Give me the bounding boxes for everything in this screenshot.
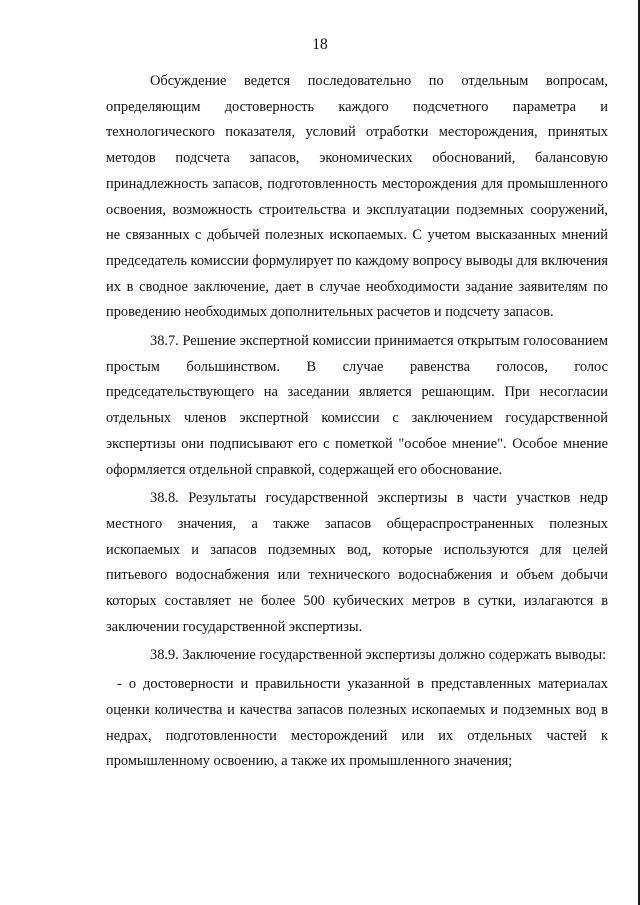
list-item-reliability: - о достоверности и правильности указанной в представленных материалах оценки количества и качества запасов полезных ископаемых и подземных вод в недрах, подготовленности месторождений или их отдельных частей к промышленному освоению, а также их промышленного значения; bbox=[106, 676, 608, 770]
document-body bbox=[106, 69, 608, 775]
page-number: 18 bbox=[312, 36, 328, 53]
paragraph-38-8: 38.8. Результаты государственной экспертизы в части участков недр местного значения, а также запасов общераспространенных полезных ископаемых и запасов подземных вод, которые используются для целей питьевого водоснабжения или технического водоснабжения и объем добычи которых составляет не более 500 кубических метров в сутки, излагаются в заключении государственной экспертизы. bbox=[106, 490, 608, 635]
paragraph-discussion: Обсуждение ведется последовательно по отдельным вопросам, определяющим достоверность каждого подсчетного параметра и технологического показателя, условий отработки месторождения, принятых методов подсчета запасов, экономических обоснований, балансовую принадлежность запасов, подготовленность месторождения для промышленного освоения, возможность строительства и эксплуатации подземных сооружений, не связанных с добычей полезных ископаемых. С учетом высказанных мнений председатель комиссии формулирует по каждому вопросу выводы для включения их в сводное заключение, дает в случае необходимости задание заявителям по проведению необходимых дополнительных расчетов и подсчету запасов. bbox=[106, 73, 608, 321]
paragraph-38-9: 38.9. Заключение государственной экспертизы должно содержать выводы: bbox=[150, 647, 607, 664]
paragraph-38-7: 38.7. Решение экспертной комиссии принимается открытым голосованием простым большинством. В случае равенства голосов, голос председательствующего на заседании является решающим. При несогласии отдельных членов экспертной комиссии с заключением государственной экспертизы они подписывают его с пометкой "особое мнение". Особое мнение оформляется отдельной справкой, содержащей его обоснование. bbox=[106, 333, 608, 478]
